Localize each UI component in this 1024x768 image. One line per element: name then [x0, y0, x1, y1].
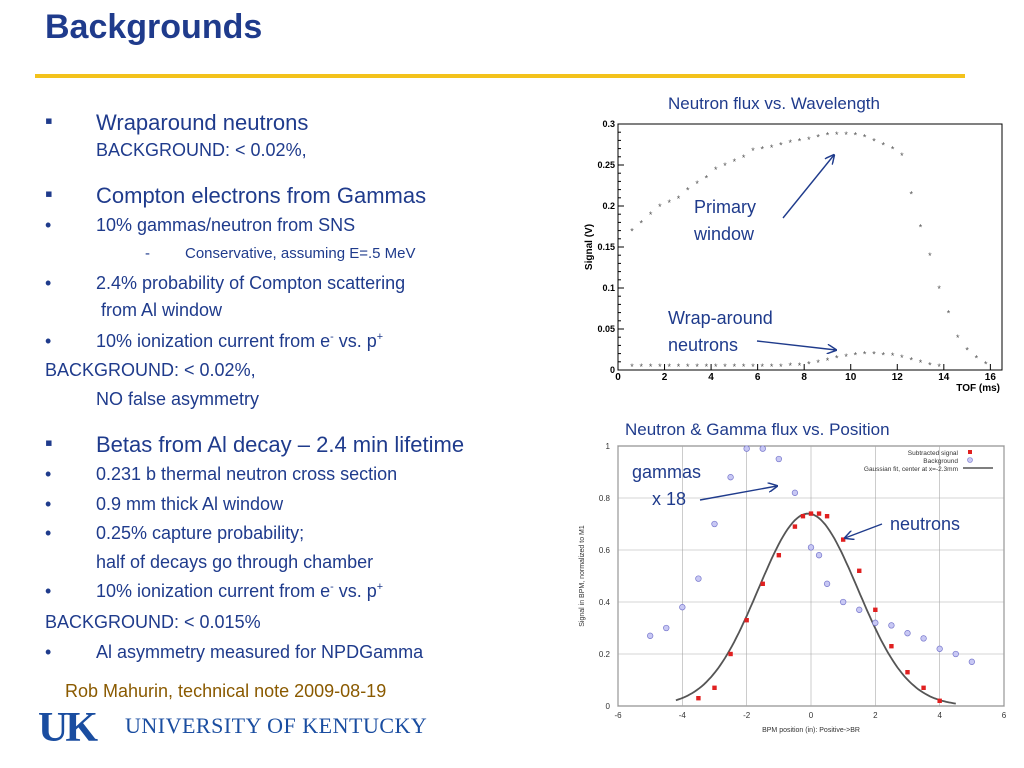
chart1-point-wrap-around: * [862, 349, 867, 360]
chart2-xtick-label: -4 [678, 711, 686, 720]
position-flux-chart [570, 440, 1010, 738]
chart1-ytick-label: 0 [609, 365, 615, 375]
chart1-ylabel: Signal (V) [584, 223, 595, 271]
chart1-point-wrap-around: * [825, 356, 830, 367]
chart2-xtick-label: -6 [614, 711, 622, 720]
chart1-point-primary: * [760, 144, 765, 155]
chart1-point-wrap-around: * [686, 361, 690, 372]
chart1-ytick-label: 0.2 [602, 201, 615, 211]
chart1-point-primary: * [658, 202, 662, 212]
chart2-signal-point [825, 514, 829, 518]
chart2-ylabel: Signal in BPM, normalized to M1 [579, 525, 586, 627]
chart2-signal-point [905, 670, 909, 674]
chart1-point-wrap-around: * [788, 361, 792, 372]
chart1-point-wrap-around: * [723, 361, 727, 372]
chart1-point-wrap-around: * [751, 361, 755, 372]
chart1-point-wrap-around: * [835, 353, 839, 364]
annot-neutrons-2: neutrons [890, 514, 961, 534]
beta-item-4 [96, 581, 383, 602]
chart1-point-wrap-around: * [797, 361, 802, 372]
proton-sup: + [376, 581, 384, 593]
chart1-xtick-label: 4 [708, 372, 714, 383]
annot-wraparound: Wrap-around [668, 308, 773, 328]
chart2-signal-point [777, 553, 781, 557]
chart2-background-point [808, 545, 814, 551]
chart2-legend-fit: Gaussian fit, center at x=-2.3mm [863, 466, 958, 473]
chart1-point-wrap-around: * [918, 357, 923, 368]
chart1-point-primary: * [695, 179, 699, 190]
chart1-point-primary: * [946, 308, 951, 319]
bullet-dot: • [45, 464, 52, 484]
electron-sup: - [330, 581, 334, 593]
chart2-signal-point [696, 696, 700, 700]
no-false-asymmetry: NO false asymmetry [96, 389, 260, 409]
chart2-legend-bg-marker [968, 458, 973, 463]
chart2-background-point [744, 446, 750, 452]
beta-item-2: 0.9 mm thick Al window [96, 494, 284, 514]
chart1-point-primary: * [713, 165, 718, 176]
chart2-background-point [856, 607, 862, 613]
bullet-dot: • [45, 642, 52, 662]
wraparound-heading: Wraparound neutrons [96, 110, 309, 135]
chart2-legend-signal: Subtracted signal [907, 450, 958, 457]
compton-heading: Compton electrons from Gammas [96, 183, 427, 208]
chart1-xtick-label: 6 [754, 372, 761, 383]
chart2-signal-point [761, 582, 765, 586]
uk-logo-name: UNIVERSITY OF KENTUCKY [125, 713, 428, 738]
bullet-dash: - [145, 245, 150, 262]
chart1-point-primary: * [825, 130, 830, 141]
bullet-square: ▪ [45, 181, 53, 206]
chart1-point-wrap-around: * [648, 361, 653, 372]
chart1-point-wrap-around: * [900, 352, 904, 363]
chart1-point-primary: * [872, 136, 876, 147]
chart1-point-primary: * [881, 140, 886, 151]
chart1-point-primary: * [918, 222, 923, 233]
chart1-point-wrap-around: * [713, 361, 718, 372]
chart1-point-wrap-around: * [741, 361, 746, 372]
chart2-signal-point [889, 644, 893, 648]
chart2-signal-point [793, 524, 797, 528]
chart2-signal-point [921, 686, 925, 690]
chart1-point-primary: * [779, 140, 783, 151]
chart2-xlabel: BPM position (in): Positive->BR [762, 727, 860, 734]
chart1-xtick-label: 16 [984, 372, 996, 383]
chart2-signal-point [744, 618, 748, 622]
bullet-dot: • [45, 331, 52, 351]
chart1-point-wrap-around: * [779, 361, 783, 372]
chart2-background-point [792, 490, 798, 496]
chart1-bg [580, 116, 1006, 394]
chart1-point-wrap-around: * [732, 361, 737, 372]
chart1-point-wrap-around: * [676, 361, 681, 372]
chart2-bg [570, 440, 1010, 738]
annot-neutrons: neutrons [668, 335, 739, 355]
chart1-point-wrap-around: * [881, 350, 886, 361]
chart2-ytick-label: 0 [605, 702, 610, 711]
chart2-legend-bg: Background [923, 458, 958, 465]
chart1-point-wrap-around: * [816, 357, 820, 368]
chart1-point-primary: * [769, 142, 774, 153]
chart1-point-primary: * [844, 129, 848, 140]
compton-item-1: 10% gammas/neutron from SNS [96, 215, 356, 235]
chart1-point-wrap-around: * [667, 361, 671, 372]
page-title: Backgrounds [45, 8, 263, 46]
chart2-signal-point [801, 514, 805, 518]
annot-primary: Primary [694, 197, 756, 217]
chart1-point-primary: * [676, 193, 681, 204]
bullet-dot: • [45, 273, 52, 293]
ionization-text: 10% ionization current from e [96, 331, 331, 351]
chart1-point-primary: * [648, 210, 653, 221]
chart1-point-wrap-around: * [853, 350, 858, 361]
compton-item-1-sub: Conservative, assuming E=.5 MeV [185, 245, 416, 262]
chart1-point-wrap-around: * [872, 349, 876, 360]
chart1-point-primary: * [816, 132, 820, 143]
chart1-point-wrap-around: * [890, 351, 895, 362]
chart2-legend-signal-marker [968, 450, 972, 454]
chart1-point-primary: * [630, 226, 634, 237]
chart1-xtick-label: 0 [615, 372, 621, 383]
chart2-signal-point [817, 511, 821, 515]
chart2-ytick-label: 0.8 [598, 494, 610, 503]
beta-item-3: 0.25% capture probability; [96, 523, 305, 543]
chart2-signal-point [712, 686, 716, 690]
chart1-point-primary: * [890, 144, 895, 155]
chart1-point-primary: * [965, 345, 969, 356]
ionization-text: 10% ionization current from e [96, 581, 331, 601]
chart2-signal-point [841, 537, 845, 541]
chart1-point-primary: * [974, 353, 979, 364]
beta-item-1: 0.231 b thermal neutron cross section [96, 464, 398, 484]
chart2-xtick-label: -2 [743, 711, 751, 720]
chart2-ytick-label: 0.2 [598, 650, 610, 659]
chart2-background-point [696, 576, 702, 582]
chart2-xtick-label: 2 [873, 711, 878, 720]
beta-item-3-cont: half of decays go through chamber [96, 552, 374, 572]
chart1-point-wrap-around: * [630, 361, 634, 372]
chart1-point-primary: * [732, 156, 737, 167]
chart2-background-point [953, 651, 959, 657]
chart1-point-primary: * [797, 136, 802, 147]
chart2-background-point [760, 446, 766, 452]
chart1-ytick-label: 0.1 [602, 283, 615, 293]
chart2-background-point [663, 625, 669, 631]
chart2-background-point [728, 474, 734, 480]
compton-item-2-cont: from Al window [96, 300, 223, 320]
chart1-point-primary: * [835, 129, 839, 140]
bullet-dot: • [45, 523, 52, 543]
chart1-point-wrap-around: * [769, 361, 774, 372]
chart1-xtick-label: 14 [938, 372, 950, 383]
proton-sup: + [376, 331, 384, 343]
annot-window: window [694, 224, 755, 244]
ionization-mid: vs. p [333, 581, 377, 601]
chart1-xlabel: TOF (ms) [956, 383, 1000, 394]
chart1-point-primary: * [723, 161, 727, 171]
compton-item-3 [96, 331, 383, 352]
annot-x18: x 18 [652, 489, 687, 509]
compton-background: BACKGROUND: < 0.02%, [45, 360, 256, 380]
chart2-background-point [712, 521, 718, 527]
chart2-xtick-label: 6 [1001, 711, 1007, 720]
chart1-ytick-label: 0.15 [597, 242, 615, 252]
chart2-signal-point [937, 699, 941, 703]
chart1-point-wrap-around: * [807, 359, 811, 370]
beta-item-5: Al asymmetry measured for NPDGamma [96, 642, 424, 662]
chart1-ytick-label: 0.05 [597, 324, 615, 334]
chart2-ytick-label: 0.4 [598, 598, 610, 607]
chart2-background-point [873, 620, 879, 626]
chart1-point-primary: * [956, 333, 960, 344]
chart1-point-primary: * [788, 138, 792, 149]
chart1-ytick-label: 0.3 [602, 119, 615, 129]
chart1-point-primary: * [807, 134, 811, 145]
electron-sup: - [330, 331, 334, 343]
chart1-point-primary: * [751, 146, 755, 157]
chart1-point-wrap-around: * [760, 361, 765, 372]
chart1-point-primary: * [900, 151, 904, 162]
chart1-point-primary: * [909, 189, 913, 200]
chart2-background-point [680, 604, 686, 610]
title-divider [35, 74, 965, 78]
chart2-ytick-label: 0.6 [598, 546, 610, 555]
bullet-square: ▪ [45, 430, 53, 455]
chart1-point-wrap-around: * [658, 361, 662, 372]
chart2-signal-point [857, 569, 861, 573]
chart2-background-point [969, 659, 975, 665]
neutron-flux-chart [580, 116, 1006, 394]
chart1-point-primary: * [639, 218, 644, 229]
chart1-point-primary: * [853, 130, 858, 141]
chart1-point-wrap-around: * [909, 355, 913, 366]
chart1-point-wrap-around: * [704, 361, 709, 372]
chart1-point-wrap-around: * [928, 360, 932, 371]
chart1-point-wrap-around: * [639, 361, 644, 372]
bullet-dot: • [45, 215, 52, 235]
ionization-mid: vs. p [333, 331, 377, 351]
chart2-background-point [921, 636, 927, 642]
beta-heading: Betas from Al decay – 2.4 min lifetime [96, 432, 465, 457]
chart2-signal-point [728, 652, 732, 656]
chart2-background-point [905, 630, 911, 636]
chart2-background-point [889, 623, 895, 629]
chart1-xtick-label: 12 [891, 372, 903, 383]
chart2-background-point [937, 646, 943, 652]
chart1-point-wrap-around: * [937, 361, 941, 372]
footer-note: Rob Mahurin, technical note 2009-08-19 [65, 681, 387, 701]
bullet-dot: • [45, 581, 52, 601]
chart2-background-point [824, 581, 830, 587]
chart2-background-point [776, 456, 782, 462]
chart2-background-point [840, 599, 846, 605]
chart1-point-primary: * [937, 284, 941, 294]
chart2-background-point [647, 633, 653, 639]
annot-gammas: gammas [632, 462, 702, 482]
chart2-title: Neutron & Gamma flux vs. Position [625, 420, 890, 439]
chart1-point-wrap-around: * [844, 352, 848, 363]
chart2-xtick-label: 4 [937, 711, 942, 720]
chart2-xtick-label: 0 [808, 711, 814, 720]
chart1-point-primary: * [928, 251, 932, 262]
chart1-xtick-label: 2 [661, 372, 668, 383]
bullet-square: ▪ [45, 108, 53, 133]
chart1-xtick-label: 8 [801, 372, 807, 383]
chart1-point-primary: * [741, 152, 746, 163]
beta-background: BACKGROUND: < 0.015% [45, 612, 261, 632]
wraparound-background: BACKGROUND: < 0.02%, [96, 140, 307, 160]
chart1-point-primary: * [862, 132, 867, 143]
chart1-point-primary: * [983, 359, 988, 370]
chart2-ytick-label: 1 [605, 442, 610, 451]
chart1-point-primary: * [704, 173, 709, 184]
chart2-signal-point [873, 608, 877, 612]
chart1-point-wrap-around: * [695, 361, 699, 372]
chart2-signal-point [809, 511, 813, 515]
chart1-point-primary: * [667, 197, 671, 208]
chart1-point-primary: * [686, 185, 690, 196]
uk-logo-mark: UK [38, 705, 95, 751]
chart1-ytick-label: 0.25 [597, 160, 615, 170]
chart1-xtick-label: 10 [845, 372, 857, 383]
bullet-dot: • [45, 494, 52, 514]
compton-item-2: 2.4% probability of Compton scattering [96, 273, 406, 293]
chart1-title: Neutron flux vs. Wavelength [668, 94, 880, 113]
chart2-background-point [816, 552, 822, 558]
